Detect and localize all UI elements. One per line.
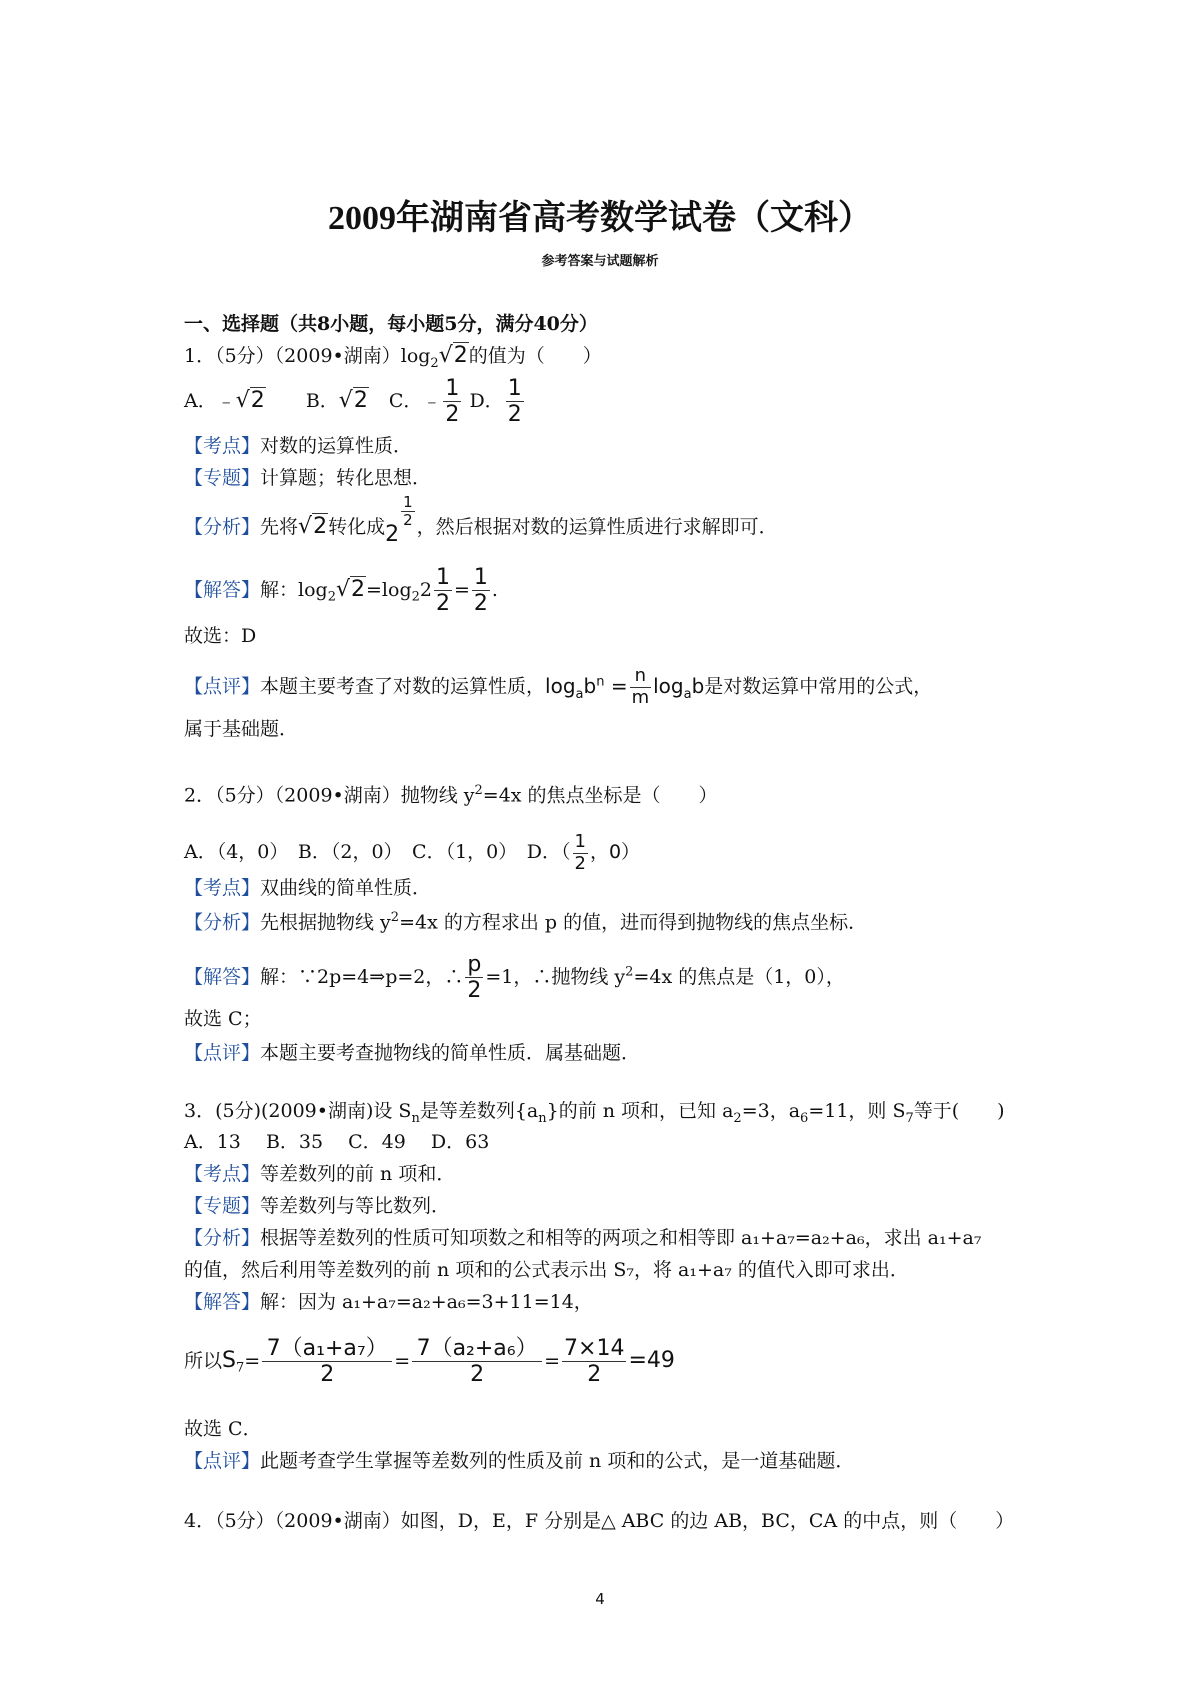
q3-options: A．13 B．35 C．49 D．63 [184, 1131, 490, 1153]
q2-guxuan: 故选 C； [184, 1008, 262, 1030]
page-number: 4 [595, 1590, 605, 1608]
q2-fenxi: 【分析】先根据抛物线 $y^2=4x$ 的方程求出 p 的值，进而得到抛物线的焦点坐标． [184, 910, 868, 934]
fraction: $\frac{1}{2}$ [445, 376, 460, 428]
q2-stem: 2．（5分）（2009•湖南）抛物线 $y^2=4x$ 的焦点坐标是（ ） [184, 783, 718, 807]
section-heading: 一、选择题（共8小题，每小题5分，满分40分） [184, 313, 598, 335]
q3-formula: 所以$S_7=$ $\frac{\text{7（a₁+a₇）}}{2}$ = $\frac{\text{7（a₂+a₆）}}{2}$ = $\frac{7\times 14}{2}$ =49 [184, 1336, 675, 1388]
q3-dianping: 【点评】此题考查学生掌握等差数列的性质及前 n 项和的公式，是一道基础题． [184, 1450, 855, 1472]
q1-options: A．﹣√2 B．√2 C．﹣ $\frac{1}{2}$ D． $\frac{1}{2}$ [184, 376, 522, 428]
q3-fenxi-cont: 的值，然后利用等差数列的前 n 项和的公式表示出 S₇，将 a₁+a₇ 的值代入即可求出． [184, 1259, 909, 1281]
q3-fenxi: 【分析】根据等差数列的性质可知项数之和相等的两项之和相等即 a₁+a₇=a₂+a₆，求出 a₁+a₇ [184, 1227, 982, 1249]
q3-guxuan: 故选 C． [184, 1418, 262, 1440]
q3-kaodian: 【考点】等差数列的前 n 项和． [184, 1163, 456, 1185]
q1-dianping: 【点评】本题主要考查了对数的运算性质，$\log_ab^n$ = $\frac{n}{m}$ $\log_ab$是对数运算中常用的公式， [184, 665, 933, 708]
q3-stem: 3．(5分)(2009•湖南)设 $S_n$是等差数列$\{a_n\}$的前 n 项和，已知 $a_2=3$，$a_6=11$，则 $S_7$等于( ) [184, 1100, 1005, 1126]
fraction: $\frac{1}{2}$ [507, 376, 522, 428]
q4-stem: 4．（5分）（2009•湖南）如图，D，E，F 分别是△ ABC 的边 AB，BC，CA 的中点，则（ ） [184, 1510, 1015, 1532]
q1-guxuan: 故选：D [184, 625, 257, 647]
q1-dianping-cont: 属于基础题． [184, 718, 299, 740]
q1-kaodian: 【考点】对数的运算性质． [184, 435, 413, 457]
page-title: 2009年湖南省高考数学试卷（文科） [328, 200, 872, 237]
page-subtitle: 参考答案与试题解析 [541, 254, 659, 269]
q3-jieda: 【解答】解：因为 a₁+a₇=a₂+a₆=3+11=14， [184, 1291, 593, 1313]
q1-fenxi: 【分析】先将√2转化成2 $\frac{1}{2}$ ，然后根据对数的运算性质进行求解即可． [184, 493, 778, 547]
q1-stem: 1．（5分）（2009•湖南）$\log_2√2$的值为（ ） [184, 343, 602, 371]
q2-jieda: 【解答】解：∵2p=4⇒p=2，∴ $\frac{p}{2}$ =1，∴抛物线 $y^2=4x$ 的焦点是（1，0）， [184, 952, 845, 1004]
q1-zhuanti: 【专题】计算题；转化思想． [184, 467, 432, 489]
q2-kaodian: 【考点】双曲线的简单性质． [184, 877, 432, 899]
sqrt-symbol: √2 [438, 343, 468, 368]
q2-options: A．（4，0） B．（2，0） C．（1，0） D．（ $\frac{1}{2}$ ，0） [184, 831, 641, 874]
q2-dianping: 【点评】本题主要考查抛物线的简单性质．属基础题． [184, 1042, 641, 1064]
q1-jieda: 【解答】解：$\log_2√2=\log_22$ $\frac{1}{2}$ = $\frac{1}{2}$ . [184, 565, 498, 617]
q3-zhuanti: 【专题】等差数列与等比数列． [184, 1195, 451, 1217]
